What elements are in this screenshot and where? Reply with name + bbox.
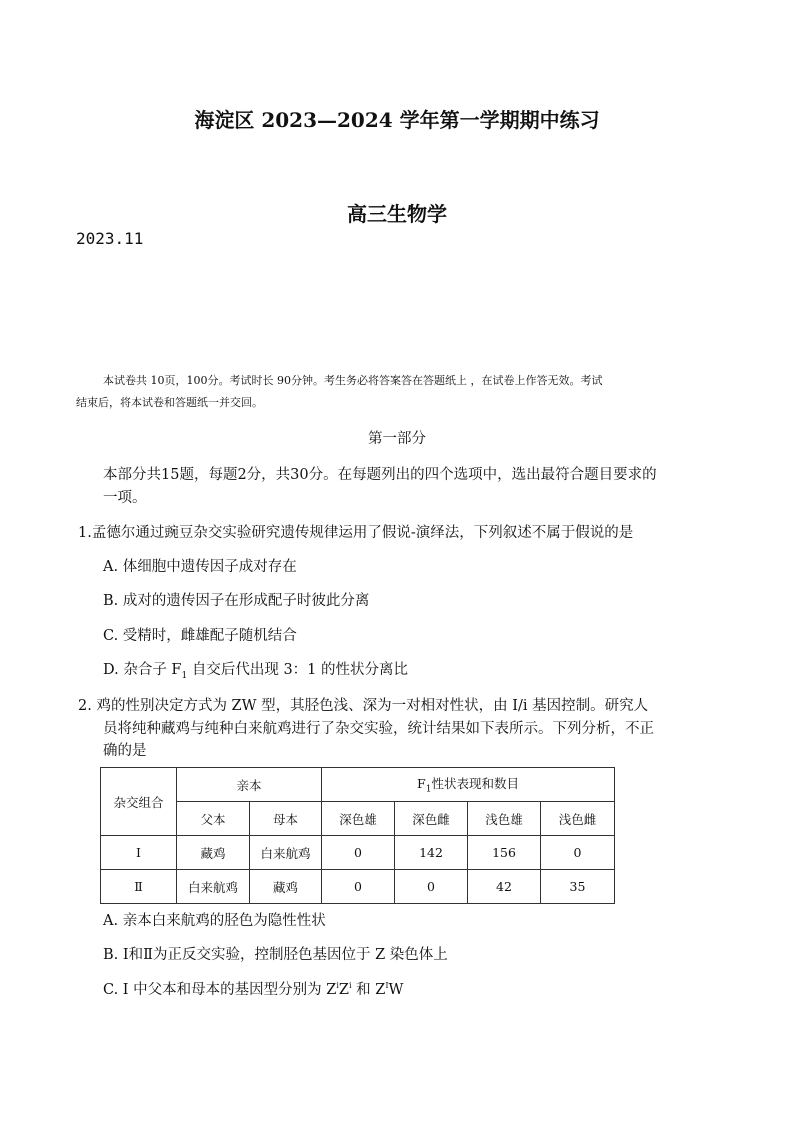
table-subheader-cell: 深色雄: [322, 802, 395, 836]
cross-results-table: [100, 767, 615, 904]
table-cell: 35: [541, 870, 615, 904]
table-cell: 藏鸡: [250, 870, 322, 904]
table-subheader-cell: 母本: [250, 802, 322, 836]
table-header-parents: 亲本: [177, 768, 322, 802]
table-subheader-cell: 浅色雌: [541, 802, 615, 836]
table-row: [101, 836, 615, 870]
part-description-line-2: 一项。: [103, 490, 147, 506]
table-subheader-row: [101, 802, 615, 836]
table-cell: 白来航鸡: [250, 836, 322, 870]
question-1-option-d: D. 杂合子 $F_1$ 自交后代出现 3：1 的性状分离比: [103, 662, 409, 681]
table-header-f1: $F_1$性状表现和数目: [322, 768, 615, 802]
instructions-line-2: 结束后，将本试卷和答题纸一并交回。: [76, 396, 263, 409]
table-cell: 156: [468, 836, 541, 870]
table-cell: 白来航鸡: [177, 870, 250, 904]
table-cell: 142: [395, 836, 468, 870]
table-cell: 42: [468, 870, 541, 904]
table-cell: 0: [322, 870, 395, 904]
table-subheader-cell: 浅色雄: [468, 802, 541, 836]
question-1-option-a: A. 体细胞中遗传因子成对存在: [103, 559, 297, 575]
question-1-option-c: C. 受精时，雌雄配子随机结合: [103, 628, 297, 644]
question-2-option-a: A. 亲本白来航鸡的胫色为隐性性状: [103, 913, 326, 929]
exam-title: 海淀区 2023—2024 学年第一学期期中练习: [194, 108, 600, 132]
table-cell: 0: [322, 836, 395, 870]
table-row: [101, 870, 615, 904]
table-subheader-cell: 深色雌: [395, 802, 468, 836]
table-header-row: [101, 768, 615, 802]
table-cell: 藏鸡: [177, 836, 250, 870]
question-1-stem: 1.孟德尔通过豌豆杂交实验研究遗传规律运用了假说-演绎法，下列叙述不属于假说的是: [78, 525, 634, 541]
table-cell: 0: [395, 870, 468, 904]
question-2-option-b: B. Ⅰ和Ⅱ为正反交实验，控制胫色基因位于 Z 染色体上: [103, 947, 448, 963]
table-header-cross: 杂交组合: [101, 768, 177, 836]
question-2-stem-line-1: 2. 鸡的性别决定方式为 ZW 型，其胫色浅、深为一对相对性状，由 I/i 基因控制。研究人: [78, 698, 649, 714]
subject-title: 高三生物学: [347, 202, 447, 226]
table-cell: I: [101, 836, 177, 870]
part-description-line-1: 本部分共15题，每题2分，共30分。在每题列出的四个选项中，选出最符合题目要求的: [103, 467, 657, 483]
table-cell: Ⅱ: [101, 870, 177, 904]
question-2-stem-line-3: 确的是: [103, 743, 147, 759]
table-subheader-cell: 父本: [177, 802, 250, 836]
part-heading: 第一部分: [368, 431, 426, 447]
instructions-line-1: 本试卷共 10页，100分。考试时长 90分钟。考生务必将答案答在答题纸上 ，在试卷上作答无效。考试: [103, 374, 603, 387]
exam-date: 2023.11: [76, 229, 144, 248]
question-2-stem-line-2: 员将纯种藏鸡与纯种白来航鸡进行了杂交实验，统计结果如下表所示。下列分析，不正: [103, 721, 654, 737]
table-cell: 0: [541, 836, 615, 870]
question-1-option-b: B. 成对的遗传因子在形成配子时彼此分离: [103, 593, 370, 609]
question-2-option-c: C. I 中父本和母本的基因型分别为 $Z^iZ^i$ 和 $Z^IW$: [103, 981, 404, 998]
